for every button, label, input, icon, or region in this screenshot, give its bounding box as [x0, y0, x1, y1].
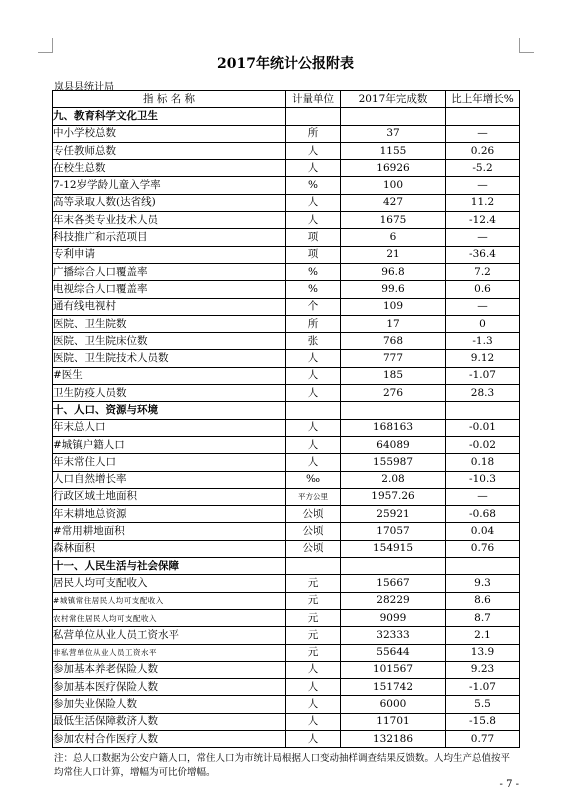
page-number: - 7 -	[499, 779, 519, 790]
table-row	[53, 661, 520, 678]
row-name: 居民人均可支配收入	[53, 575, 286, 592]
row-unit: 公顷	[286, 540, 341, 557]
row-name: 医院、卫生院技术人员数	[53, 350, 286, 367]
row-name: 参加农村合作医疗人数	[53, 730, 286, 747]
table-row	[53, 679, 520, 696]
row-unit	[286, 558, 341, 575]
row-name: 7-12岁学龄儿童入学率	[53, 177, 286, 194]
row-unit: 人	[286, 194, 341, 211]
row-value: 109	[341, 298, 446, 315]
row-value: 185	[341, 367, 446, 384]
table-row	[53, 609, 520, 626]
row-growth: 0.6	[446, 281, 520, 298]
row-value: 1957.26	[341, 488, 446, 505]
row-growth: 0.77	[446, 730, 520, 747]
row-name: 年末总人口	[53, 419, 286, 436]
row-growth: 11.2	[446, 194, 520, 211]
row-value: 96.8	[341, 263, 446, 280]
row-unit: 公顷	[286, 523, 341, 540]
row-value: 25921	[341, 506, 446, 523]
row-unit: 所	[286, 315, 341, 332]
table-row	[53, 246, 520, 263]
table-row	[53, 592, 520, 609]
row-name: 十、人口、资源与环境	[53, 402, 286, 419]
row-unit: 张	[286, 333, 341, 350]
row-growth: -1.07	[446, 367, 520, 384]
row-unit: 公顷	[286, 506, 341, 523]
row-value: 154915	[341, 540, 446, 557]
row-name: 参加基本医疗保险人数	[53, 679, 286, 696]
row-growth: 2.1	[446, 627, 520, 644]
row-growth	[446, 402, 520, 419]
row-unit: %	[286, 177, 341, 194]
table-row	[53, 540, 520, 557]
table-row	[53, 177, 520, 194]
table-row	[53, 142, 520, 159]
row-value: 1155	[341, 142, 446, 159]
row-value: 11701	[341, 713, 446, 730]
row-name: 卫生防疫人员数	[53, 385, 286, 402]
row-value: 37	[341, 125, 446, 142]
table-row	[53, 730, 520, 747]
row-value: 777	[341, 350, 446, 367]
row-name: 广播综合人口覆盖率	[53, 263, 286, 280]
table-row	[53, 298, 520, 315]
header-name: 指 标 名 称	[53, 91, 286, 108]
row-unit: 人	[286, 367, 341, 384]
row-unit	[286, 402, 341, 419]
row-name: #常用耕地面积	[53, 523, 286, 540]
row-name: #医生	[53, 367, 286, 384]
row-unit: 人	[286, 730, 341, 747]
row-value: 100	[341, 177, 446, 194]
row-growth: -1.07	[446, 679, 520, 696]
row-value: 768	[341, 333, 446, 350]
row-name: 参加失业保险人数	[53, 696, 286, 713]
table-body	[53, 108, 520, 748]
table-row	[53, 436, 520, 453]
table-row	[53, 160, 520, 177]
row-name: 非私营单位从业人员工资水平	[53, 644, 286, 661]
row-unit: 人	[286, 454, 341, 471]
row-growth: 0.18	[446, 454, 520, 471]
row-value	[341, 108, 446, 125]
table-row	[53, 263, 520, 280]
row-growth: —	[446, 177, 520, 194]
row-growth: 0	[446, 315, 520, 332]
row-value: 168163	[341, 419, 446, 436]
row-name: 在校生总数	[53, 160, 286, 177]
row-unit: 元	[286, 644, 341, 661]
table-row	[53, 523, 520, 540]
row-unit: 个	[286, 298, 341, 315]
row-growth: —	[446, 298, 520, 315]
row-name: 专利申请	[53, 246, 286, 263]
table-row	[53, 419, 520, 436]
table-row	[53, 315, 520, 332]
row-unit: 所	[286, 125, 341, 142]
row-growth: -15.8	[446, 713, 520, 730]
row-unit: 人	[286, 142, 341, 159]
row-unit: %	[286, 263, 341, 280]
row-name: 电视综合人口覆盖率	[53, 281, 286, 298]
row-unit: 人	[286, 212, 341, 229]
table-header-row	[53, 91, 520, 108]
row-growth: 5.5	[446, 696, 520, 713]
table-row	[53, 488, 520, 505]
row-name: 十一、人民生活与社会保障	[53, 558, 286, 575]
table-row	[53, 212, 520, 229]
row-name: 医院、卫生院数	[53, 315, 286, 332]
page-title: 2017年统计公报附表	[217, 56, 354, 72]
row-growth: 8.6	[446, 592, 520, 609]
row-value: 155987	[341, 454, 446, 471]
row-value: 101567	[341, 661, 446, 678]
row-unit: 人	[286, 350, 341, 367]
crop-mark-top-left	[38, 38, 53, 53]
row-unit: 元	[286, 592, 341, 609]
header-unit: 计量单位	[286, 91, 341, 108]
table-row	[53, 696, 520, 713]
row-value: 2.08	[341, 471, 446, 488]
table-row	[53, 627, 520, 644]
statistics-table	[52, 90, 520, 748]
section-row	[53, 402, 520, 419]
row-value: 64089	[341, 436, 446, 453]
row-value: 99.6	[341, 281, 446, 298]
row-growth	[446, 108, 520, 125]
row-growth: 9.12	[446, 350, 520, 367]
row-name: 参加基本养老保险人数	[53, 661, 286, 678]
row-value: 17	[341, 315, 446, 332]
row-value: 132186	[341, 730, 446, 747]
row-growth: 9.23	[446, 661, 520, 678]
table-row	[53, 385, 520, 402]
row-unit: 元	[286, 575, 341, 592]
row-growth: -0.68	[446, 506, 520, 523]
row-name: 科技推广和示范项目	[53, 229, 286, 246]
row-growth: 8.7	[446, 609, 520, 626]
header-growth: 比上年增长%	[446, 91, 520, 108]
row-unit: 人	[286, 436, 341, 453]
row-value: 15667	[341, 575, 446, 592]
row-unit: 人	[286, 160, 341, 177]
row-name: 中小学校总数	[53, 125, 286, 142]
row-growth: —	[446, 488, 520, 505]
row-growth: 28.3	[446, 385, 520, 402]
row-unit: 人	[286, 385, 341, 402]
row-value	[341, 558, 446, 575]
row-name: 通有线电视村	[53, 298, 286, 315]
row-value: 427	[341, 194, 446, 211]
table-row	[53, 713, 520, 730]
row-growth: -10.3	[446, 471, 520, 488]
row-growth: 9.3	[446, 575, 520, 592]
row-name: 年末耕地总资源	[53, 506, 286, 523]
table-row	[53, 125, 520, 142]
table-row	[53, 281, 520, 298]
table-row	[53, 471, 520, 488]
row-value: 6000	[341, 696, 446, 713]
row-unit: %	[286, 281, 341, 298]
row-value	[341, 402, 446, 419]
row-unit: 项	[286, 246, 341, 263]
row-value: 21	[341, 246, 446, 263]
row-growth: -5.2	[446, 160, 520, 177]
row-value: 276	[341, 385, 446, 402]
row-name: 年末各类专业技术人员	[53, 212, 286, 229]
row-growth: —	[446, 229, 520, 246]
row-unit: 元	[286, 627, 341, 644]
row-growth: 0.26	[446, 142, 520, 159]
section-row	[53, 558, 520, 575]
row-name: 森林面积	[53, 540, 286, 557]
table-row	[53, 454, 520, 471]
row-name: 农村常住居民人均可支配收入	[53, 609, 286, 626]
section-row	[53, 108, 520, 125]
row-value: 28229	[341, 592, 446, 609]
row-value: 32333	[341, 627, 446, 644]
row-value: 151742	[341, 679, 446, 696]
table-row	[53, 350, 520, 367]
row-value: 55644	[341, 644, 446, 661]
row-name: #城镇常住居民人均可支配收入	[53, 592, 286, 609]
row-growth: -36.4	[446, 246, 520, 263]
table-row	[53, 367, 520, 384]
header-value: 2017年完成数	[341, 91, 446, 108]
row-value: 1675	[341, 212, 446, 229]
row-value: 9099	[341, 609, 446, 626]
crop-mark-top-right	[519, 38, 534, 53]
table-row	[53, 194, 520, 211]
row-unit: 平方公里	[286, 488, 341, 505]
row-unit: 人	[286, 679, 341, 696]
table-row	[53, 333, 520, 350]
row-name: 高等录取人数(达省线)	[53, 194, 286, 211]
row-growth	[446, 558, 520, 575]
row-unit: 项	[286, 229, 341, 246]
row-growth: 13.9	[446, 644, 520, 661]
row-growth: -12.4	[446, 212, 520, 229]
row-growth: -0.02	[446, 436, 520, 453]
row-value: 16926	[341, 160, 446, 177]
row-name: 最低生活保障救济人数	[53, 713, 286, 730]
row-growth: 0.04	[446, 523, 520, 540]
row-value: 17057	[341, 523, 446, 540]
row-name: 医院、卫生院床位数	[53, 333, 286, 350]
row-unit: 人	[286, 696, 341, 713]
row-unit: 人	[286, 713, 341, 730]
row-growth: —	[446, 125, 520, 142]
row-value: 6	[341, 229, 446, 246]
row-name: 年末常住人口	[53, 454, 286, 471]
organization-label: 岚县县统计局	[54, 82, 114, 93]
row-name: 人口自然增长率	[53, 471, 286, 488]
row-growth: 7.2	[446, 263, 520, 280]
row-name: #城镇户籍人口	[53, 436, 286, 453]
row-name: 九、教育科学文化卫生	[53, 108, 286, 125]
row-unit: 人	[286, 661, 341, 678]
row-name: 私营单位从业人员工资水平	[53, 627, 286, 644]
footnote: 注：总人口数据为公安户籍人口，常住人口为市统计局根据人口变动抽样调查结果反馈数。人均生产总值按平均常住人口计算，增幅为可比价增幅。	[54, 753, 511, 778]
row-unit: ‰	[286, 471, 341, 488]
row-growth: -1.3	[446, 333, 520, 350]
table-row	[53, 644, 520, 661]
row-growth: 0.76	[446, 540, 520, 557]
row-name: 行政区域土地面积	[53, 488, 286, 505]
table-row	[53, 575, 520, 592]
row-unit: 元	[286, 609, 341, 626]
row-growth: -0.01	[446, 419, 520, 436]
row-name: 专任教师总数	[53, 142, 286, 159]
row-unit: 人	[286, 419, 341, 436]
row-unit	[286, 108, 341, 125]
table-row	[53, 506, 520, 523]
table-row	[53, 229, 520, 246]
